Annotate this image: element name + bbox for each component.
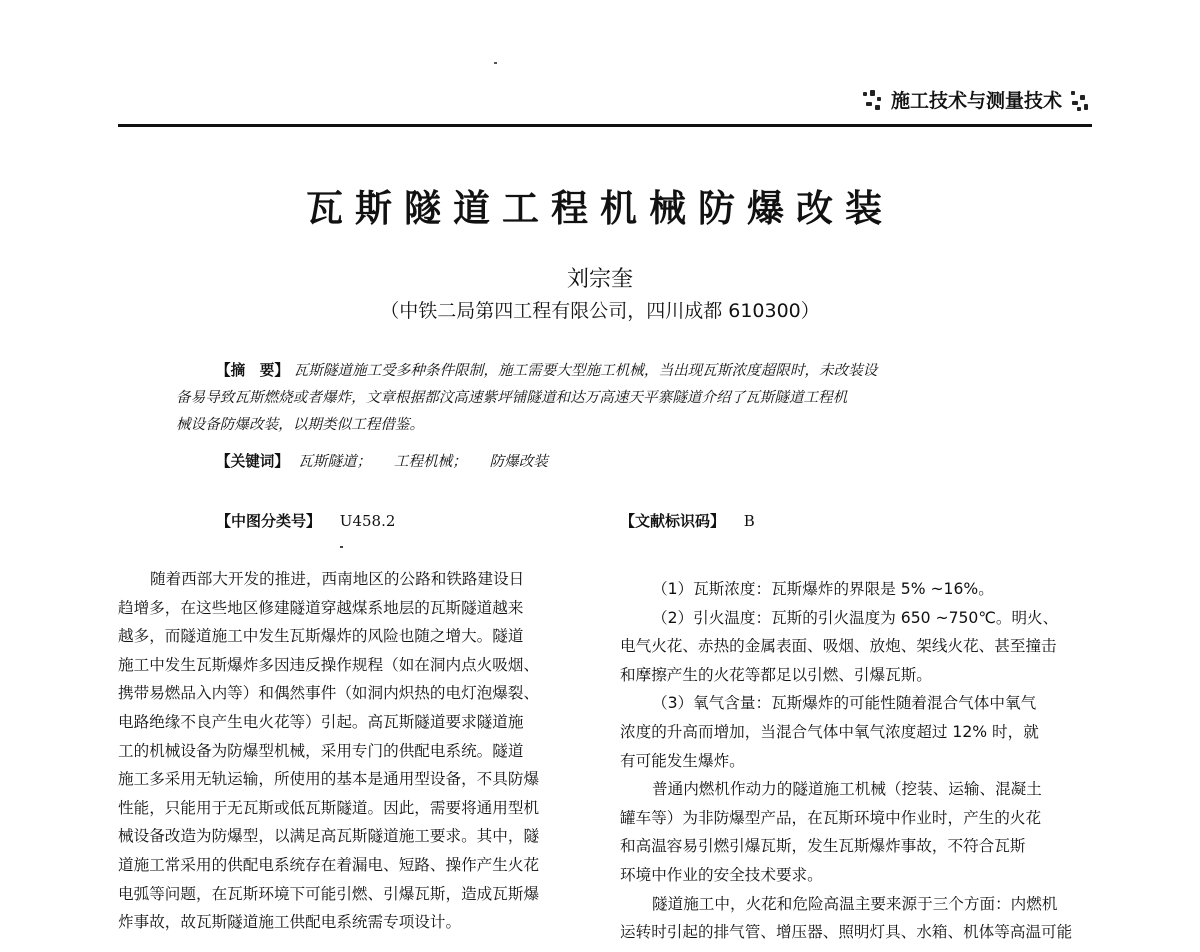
author-affiliation: （中铁二局第四工程有限公司，四川成都 610300） — [380, 300, 820, 322]
classification-value: U458.2 — [339, 512, 396, 530]
abstract-line — [176, 357, 1026, 384]
body-line: 浓度的升高而增加，当混合气体中氧气浓度超过 12% 时，就 — [620, 722, 1039, 741]
abstract-line: 备易导致瓦斯燃烧或者爆炸，文章根据都汶高速紫坪铺隧道和达万高速天平寨隧道介绍了瓦斯隧道工程机 — [176, 389, 848, 406]
keywords-label: 【关键词】 — [216, 453, 289, 470]
header-rule — [118, 124, 1092, 127]
scan-speck — [494, 62, 497, 64]
body-line: 性能，只能用于无瓦斯或低瓦斯隧道。因此，需要将通用型机 — [118, 798, 540, 817]
body-line: 环境中作业的安全技术要求。 — [620, 865, 823, 884]
body-line: 道施工常采用的供配电系统存在着漏电、短路、操作产生火花 — [118, 855, 540, 874]
body-line: （1）瓦斯浓度：瓦斯爆炸的界限是 5% ~16%。 — [652, 580, 994, 598]
document-code-value: B — [743, 512, 755, 530]
abstract — [176, 357, 1026, 438]
body-line: 施工多采用无轨运输，所使用的基本是通用型设备，不具防爆 — [118, 770, 540, 789]
body-line: 械设备改造为防爆型，以满足高瓦斯隧道施工要求。其中，隧 — [118, 827, 540, 846]
body-line: 炸事故，故瓦斯隧道施工供配电系统需专项设计。 — [118, 913, 462, 932]
body-line: 和摩擦产生的火花等都足以引燃、引爆瓦斯。 — [620, 665, 932, 684]
keywords — [216, 450, 566, 471]
section-header — [861, 86, 1092, 113]
body-line: 携带易燃品入内等）和偶然事件（如洞内炽热的电灯泡爆裂、 — [118, 684, 540, 703]
body-line: 罐车等）为非防爆型产品，在瓦斯环境中作业时，产生的火花 — [620, 808, 1042, 827]
body-line: 电弧等问题，在瓦斯环境下可能引燃、引爆瓦斯，造成瓦斯爆 — [118, 884, 540, 903]
document-code-label: 【文献标识码】 — [620, 512, 726, 530]
body-line: 和高温容易引燃引爆瓦斯，发生瓦斯爆炸事故，不符合瓦斯 — [620, 837, 1026, 856]
section-title: 施工技术与测量技术 — [890, 90, 1062, 112]
abstract-label: 【摘 要】 — [216, 362, 289, 379]
body-line: 随着西部大开发的推进，西南地区的公路和铁路建设日 — [150, 570, 525, 588]
body-line: 工的机械设备为防爆型机械，采用专门的供配电系统。隧道 — [118, 741, 524, 760]
body-line: （3）氧气含量：瓦斯爆炸的可能性随着混合气体中氧气 — [652, 694, 1037, 713]
header-ornament-left-icon — [861, 89, 885, 111]
body-line: 电气火花、赤热的金属表面、吸烟、放炮、架线火花、甚至撞击 — [620, 637, 1057, 656]
body-column-left — [118, 565, 590, 937]
body-line: 趋增多，在这些地区修建隧道穿越煤系地层的瓦斯隧道越来 — [118, 598, 524, 617]
scan-speck — [340, 546, 343, 548]
document-code — [620, 510, 755, 531]
body-line: 普通内燃机作动力的隧道施工机械（挖装、运输、混凝土 — [652, 780, 1042, 799]
header-ornament-right-icon — [1068, 89, 1092, 111]
abstract-text: 瓦斯隧道施工受多种条件限制，施工需要大型施工机械，当出现瓦斯浓度超限时，未改装设 — [293, 362, 878, 379]
body-line: （2）引火温度：瓦斯的引火温度为 650 ~750℃。明火、 — [652, 608, 1059, 627]
keyword: 瓦斯隧道； — [298, 453, 372, 470]
paper-title: 瓦斯隧道工程机械防爆改装 — [306, 186, 894, 230]
body-line: 运转时引起的排气管、增压器、照明灯具、水箱、机体等高温可能 — [620, 923, 1073, 942]
keyword: 工程机械； — [393, 453, 467, 470]
keyword: 防爆改装 — [489, 453, 548, 470]
body-line: 越多，而隧道施工中发生瓦斯爆炸的风险也随之增大。隧道 — [118, 627, 524, 646]
classification-label: 【中图分类号】 — [216, 512, 322, 530]
body-column-right — [620, 565, 1092, 947]
body-line: 有可能发生爆炸。 — [620, 751, 745, 770]
body-line: 隧道施工中，火花和危险高温主要来源于三个方面：内燃机 — [652, 894, 1058, 913]
author-name: 刘宗奎 — [566, 267, 633, 292]
abstract-line: 械设备防爆改装，以期类似工程借鉴。 — [176, 416, 425, 433]
classification-number — [216, 510, 395, 531]
body-line: 电路绝缘不良产生电火花等）引起。高瓦斯隧道要求隧道施 — [118, 712, 524, 731]
body-line: 施工中发生瓦斯爆炸多因违反操作规程（如在洞内点火吸烟、 — [118, 655, 540, 674]
